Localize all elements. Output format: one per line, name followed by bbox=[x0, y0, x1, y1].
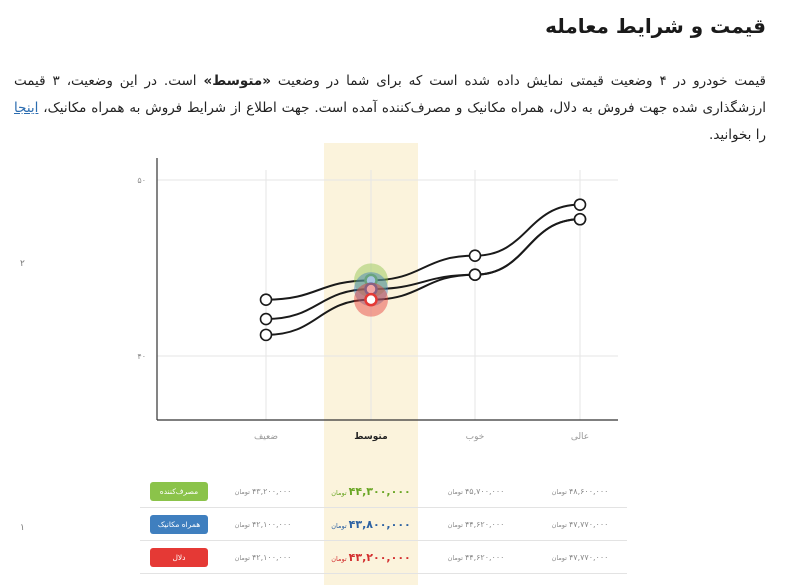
price-value: ۴۴,۶۲۰,۰۰۰ bbox=[464, 552, 505, 562]
price-unit: تومان bbox=[234, 487, 250, 496]
price-cell bbox=[311, 541, 431, 573]
price-unit: تومان bbox=[551, 520, 567, 529]
table-row bbox=[140, 475, 627, 508]
paragraph-text-3: را بخوانید. bbox=[709, 127, 766, 143]
price-table bbox=[140, 475, 627, 574]
data-point[interactable] bbox=[261, 329, 272, 340]
price-cell bbox=[416, 508, 536, 540]
price-value: ۴۴,۳۰۰,۰۰۰ bbox=[348, 484, 411, 498]
data-point[interactable] bbox=[261, 314, 272, 325]
data-point[interactable] bbox=[575, 214, 586, 225]
price-unit: تومان bbox=[551, 487, 567, 496]
price-value: ۴۳,۸۰۰,۰۰۰ bbox=[348, 517, 411, 531]
price-value: ۴۲,۱۰۰,۰۰۰ bbox=[251, 552, 292, 562]
price-unit: تومان bbox=[331, 521, 347, 530]
page-title: قیمت و شرایط معامله bbox=[545, 14, 766, 38]
price-cell bbox=[203, 475, 323, 507]
price-cell bbox=[203, 541, 323, 573]
x-tick-label: متوسط bbox=[354, 432, 388, 442]
series-line bbox=[266, 219, 580, 335]
price-value: ۴۲,۱۰۰,۰۰۰ bbox=[251, 519, 292, 529]
price-cell bbox=[520, 508, 640, 540]
row-label-cell bbox=[148, 541, 210, 573]
x-tick-label: عالی bbox=[570, 432, 590, 442]
price-unit: تومان bbox=[551, 553, 567, 562]
price-value: ۴۵,۷۰۰,۰۰۰ bbox=[464, 486, 505, 496]
price-cell bbox=[416, 541, 536, 573]
price-value: ۴۳,۲۰۰,۰۰۰ bbox=[251, 486, 292, 496]
row-label-button[interactable]: مصرف‌کننده bbox=[150, 482, 208, 501]
price-value: ۴۷,۷۷۰,۰۰۰ bbox=[568, 552, 609, 562]
price-unit: تومان bbox=[234, 553, 250, 562]
row-label-cell bbox=[148, 508, 210, 540]
data-point[interactable] bbox=[470, 250, 481, 261]
table-row bbox=[140, 541, 627, 574]
paragraph-text-1: قیمت خودرو در ۴ وضعیت قیمتی نمایش داده شده است که برای شما در وضعیت bbox=[270, 73, 766, 89]
read-more-link[interactable]: اینجا bbox=[14, 100, 39, 116]
data-point[interactable] bbox=[470, 269, 481, 280]
paragraph-bold-state: «متوسط» bbox=[203, 73, 271, 89]
price-unit: تومان bbox=[331, 554, 347, 563]
series-line bbox=[266, 219, 580, 319]
price-value: ۴۷,۷۷۰,۰۰۰ bbox=[568, 519, 609, 529]
series-lines bbox=[266, 205, 580, 335]
table-row bbox=[140, 508, 627, 541]
price-value: ۴۸,۶۰۰,۰۰۰ bbox=[568, 486, 609, 496]
series-line bbox=[266, 205, 580, 300]
price-unit: تومان bbox=[331, 488, 347, 497]
price-cell bbox=[416, 475, 536, 507]
price-cell bbox=[520, 541, 640, 573]
data-point[interactable] bbox=[261, 294, 272, 305]
price-unit: تومان bbox=[447, 520, 463, 529]
row-label-cell bbox=[148, 475, 210, 507]
y-tick-labels bbox=[137, 176, 146, 361]
x-tick-label: ضعیف bbox=[253, 432, 279, 442]
side-digit-top: ۲ bbox=[20, 259, 25, 269]
row-label-button[interactable]: همراه مکانیک bbox=[150, 515, 208, 534]
price-unit: تومان bbox=[234, 520, 250, 529]
price-unit: تومان bbox=[447, 487, 463, 496]
price-cell bbox=[311, 475, 431, 507]
x-tick-label: خوب bbox=[465, 432, 485, 442]
data-point[interactable] bbox=[575, 199, 586, 210]
price-unit: تومان bbox=[447, 553, 463, 562]
y-tick-label: ۴۰ bbox=[137, 352, 146, 361]
price-cell bbox=[520, 475, 640, 507]
price-value: ۴۴,۶۲۰,۰۰۰ bbox=[464, 519, 505, 529]
price-cell bbox=[311, 508, 431, 540]
highlight-point[interactable] bbox=[366, 294, 377, 305]
x-tick-labels bbox=[254, 432, 589, 442]
side-digit-bottom: ۱ bbox=[20, 523, 25, 533]
row-label-button[interactable]: دلال bbox=[150, 548, 208, 567]
y-tick-label: ۵۰ bbox=[137, 176, 146, 185]
price-cell bbox=[203, 508, 323, 540]
paragraph-text-2: است. در این وضعیت، ۳ قیمت ارزشگذاری شده جهت فروش به دلال، همراه مکانیک و مصرف‌کننده آمده است. جهت اطلاع از شرایط فروش به همراه مکانیک، bbox=[14, 73, 766, 116]
price-value: ۴۳,۲۰۰,۰۰۰ bbox=[348, 550, 411, 564]
